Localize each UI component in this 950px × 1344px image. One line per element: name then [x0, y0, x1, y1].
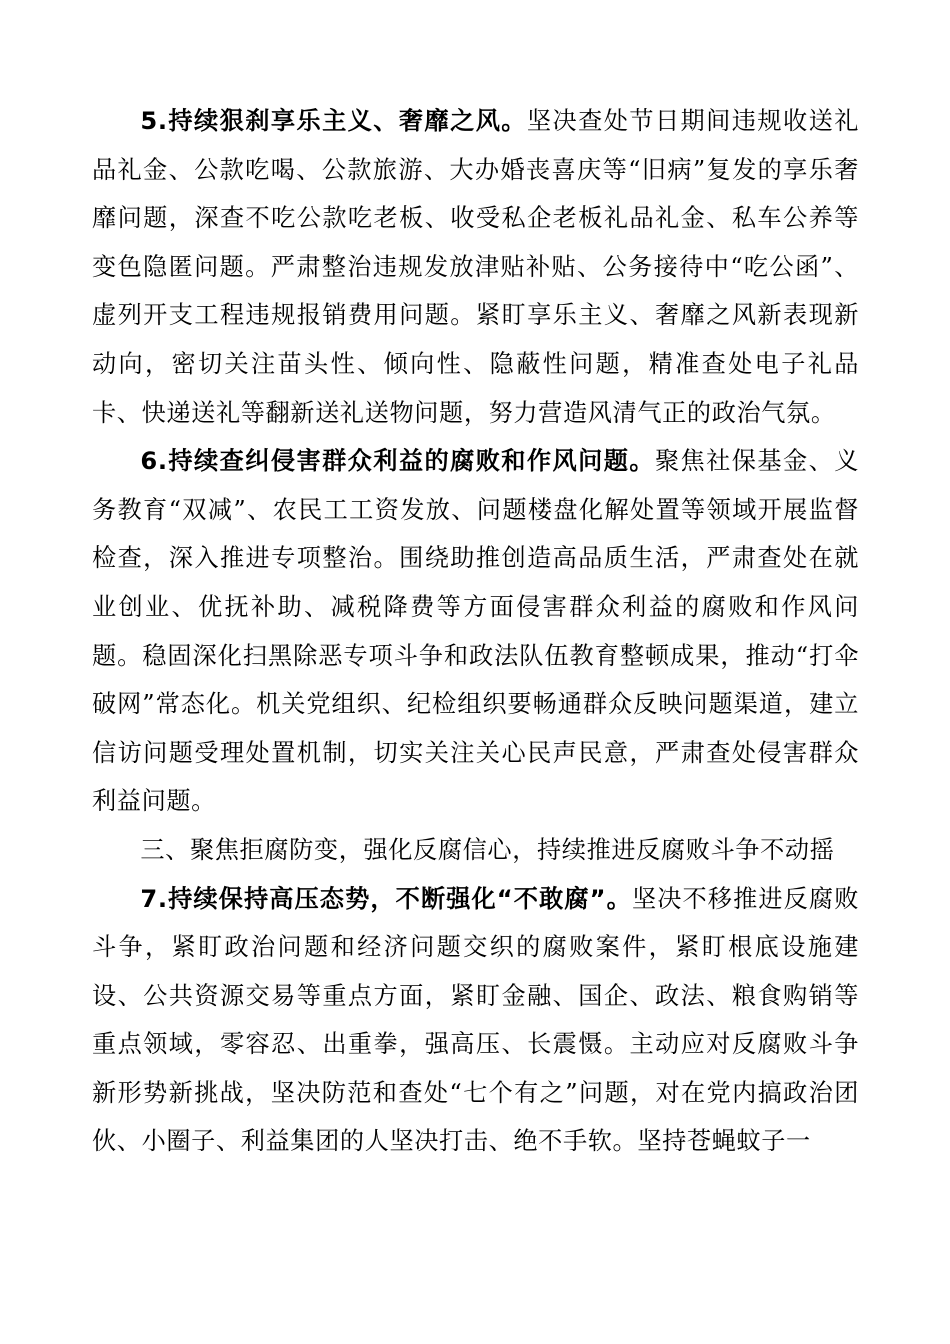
paragraph-5-lead: 5.持续狠刹享乐主义、奢靡之风。: [140, 107, 527, 135]
document-page: [92, 97, 859, 1166]
section-heading-3: 三、聚焦拒腐防变，强化反腐信心，持续推进反腐败斗争不动摇: [140, 835, 835, 864]
paragraph-5-body: 坚决查处节日期间违规收送礼品礼金、公款吃喝、公款旅游、大办婚丧喜庆等“旧病”复发的享乐奢靡问题，深查不吃公款吃老板、收受私企老板礼品礼金、私车公养等变色隐匿问题。严肃整治违规发放津贴补贴、公务接待中“吃公函”、虚列开支工程违规报销费用问题。紧盯享乐主义、奢靡之风新表现新动向，密切关注苗头性、倾向性、隐蔽性问题，精准查处电子礼品卡、快递送礼等翻新送礼送物问题，努力营造风清气正的政治气氛。: [92, 107, 859, 427]
paragraph-7: [92, 875, 859, 1167]
paragraph-6-lead: 6.持续查纠侵害群众利益的腐败和作风问题。: [140, 447, 655, 476]
paragraph-7-body: 坚决不移推进反腐败斗争，紧盯政治问题和经济问题交织的腐败案件，紧盯根底设施建设、公共资源交易等重点方面，紧盯金融、国企、政法、粮食购销等重点领域，零容忍、出重拳，强高压、长震慑。主动应对反腐败斗争新形势新挑战，坚决防范和查处“七个有之”问题，对在党内搞政治团伙、小圈子、利益集团的人坚决打击、绝不手软。坚持苍蝇蚊子一: [92, 884, 859, 1156]
paragraph-6: [92, 437, 859, 826]
paragraph-6-body: 聚焦社保基金、义务教育“双减”、农民工工资发放、问题楼盘化解处置等领域开展监督检查，深入推进专项整治。围绕助推创造高品质生活，严肃查处在就业创业、优抚补助、减税降费等方面侵害群众利益的腐败和作风问题。稳固深化扫黑除恶专项斗争和政法队伍教育整顿成果，推动“打伞破网”常态化。机关党组织、纪检组织要畅通群众反映问题渠道，建立信访问题受理处置机制，切实关注关心民声民意，严肃查处侵害群众利益问题。: [92, 447, 859, 816]
paragraph-5: [92, 97, 859, 437]
paragraph-7-lead: 7.持续保持高压态势，不断强化“不敢腐”。: [140, 884, 632, 913]
